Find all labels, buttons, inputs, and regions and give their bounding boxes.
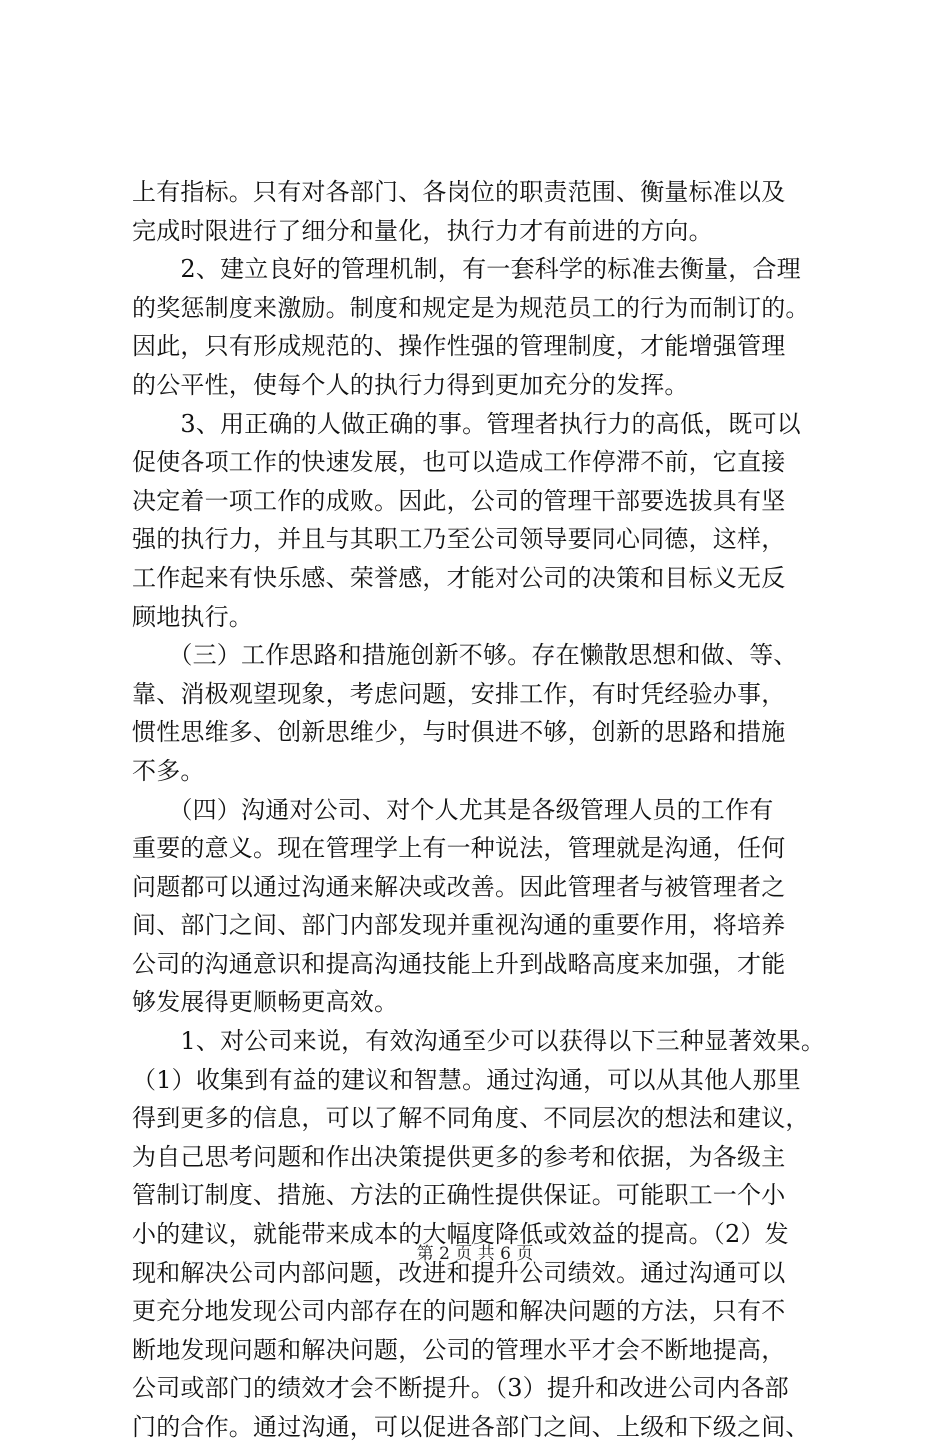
page-footer: 第 2 页 共 6 页 <box>416 1244 534 1264</box>
text-line: 间、部门之间、部门内部发现并重视沟通的重要作用，将培养 <box>132 911 786 940</box>
text-line: 惯性思维多、创新思维少，与时俱进不够，创新的思路和措施 <box>132 718 786 747</box>
text-line: 的奖惩制度来激励。制度和规定是为规范员工的行为而制订的。 <box>132 293 810 322</box>
text-line: 门的合作。通过沟通，可以促进各部门之间、上级和下级之间、 <box>132 1413 810 1441</box>
text-line: 够发展得更顺畅更高效。 <box>132 988 399 1017</box>
text-line: 2、建立良好的管理机制，有一套科学的标准去衡量，合理 <box>132 255 801 284</box>
text-line: 管制订制度、措施、方法的正确性提供保证。可能职工一个小 <box>132 1181 786 1210</box>
text-line: 上有指标。只有对各部门、各岗位的职责范围、衡量标准以及 <box>132 178 786 206</box>
text-line: 完成时限进行了细分和量化，执行力才有前进的方向。 <box>132 216 713 245</box>
text-line: （1）收集到有益的建议和智慧。通过沟通，可以从其他人那里 <box>132 1065 801 1094</box>
text-line: 3、用正确的人做正确的事。管理者执行力的高低，既可以 <box>132 409 801 438</box>
text-line: 工作起来有快乐感、荣誉感，才能对公司的决策和目标义无反 <box>132 563 786 592</box>
text-line: 的公平性，使每个人的执行力得到更加充分的发挥。 <box>132 370 689 399</box>
text-line: 靠、消极观望现象，考虑问题，安排工作，有时凭经验办事， <box>132 679 786 708</box>
text-line: 更充分地发现公司内部存在的问题和解决问题的方法，只有不 <box>132 1297 786 1326</box>
text-line: 问题都可以通过沟通来解决或改善。因此管理者与被管理者之 <box>132 872 786 901</box>
text-line: 公司的沟通意识和提高沟通技能上升到战略高度来加强，才能 <box>132 949 786 978</box>
text-line: 强的执行力，并且与其职工乃至公司领导要同心同德，这样， <box>132 525 786 554</box>
text-line: 得到更多的信息，可以了解不同角度、不同层次的想法和建议， <box>132 1104 810 1133</box>
text-line: （三）工作思路和措施创新不够。存在懒散思想和做、等、 <box>132 641 798 670</box>
text-line: 1、对公司来说，有效沟通至少可以获得以下三种显著效果。 <box>132 1027 826 1056</box>
text-line: 促使各项工作的快速发展，也可以造成工作停滞不前，它直接 <box>132 448 786 477</box>
text-line: 因此，只有形成规范的、操作性强的管理制度，才能增强管理 <box>132 332 786 361</box>
text-line: 不多。 <box>132 756 205 785</box>
text-line: 为自己思考问题和作出决策提供更多的参考和依据，为各级主 <box>132 1142 786 1171</box>
text-line: 现和解决公司内部问题，改进和提升公司绩效。通过沟通可以 <box>132 1258 786 1287</box>
text-line: 顾地执行。 <box>132 602 253 631</box>
text-line: 决定着一项工作的成败。因此，公司的管理干部要选拔具有坚 <box>132 486 786 515</box>
text-line: （四）沟通对公司、对个人尤其是各级管理人员的工作有 <box>132 795 774 824</box>
text-line: 断地发现问题和解决问题，公司的管理水平才会不断地提高， <box>132 1335 786 1364</box>
text-line: 重要的意义。现在管理学上有一种说法，管理就是沟通，任何 <box>132 834 786 863</box>
text-line: 公司或部门的绩效才会不断提升。（3）提升和改进公司内各部 <box>132 1374 789 1403</box>
text-line: 小的建议，就能带来成本的大幅度降低或效益的提高。（2）发 <box>132 1220 789 1249</box>
